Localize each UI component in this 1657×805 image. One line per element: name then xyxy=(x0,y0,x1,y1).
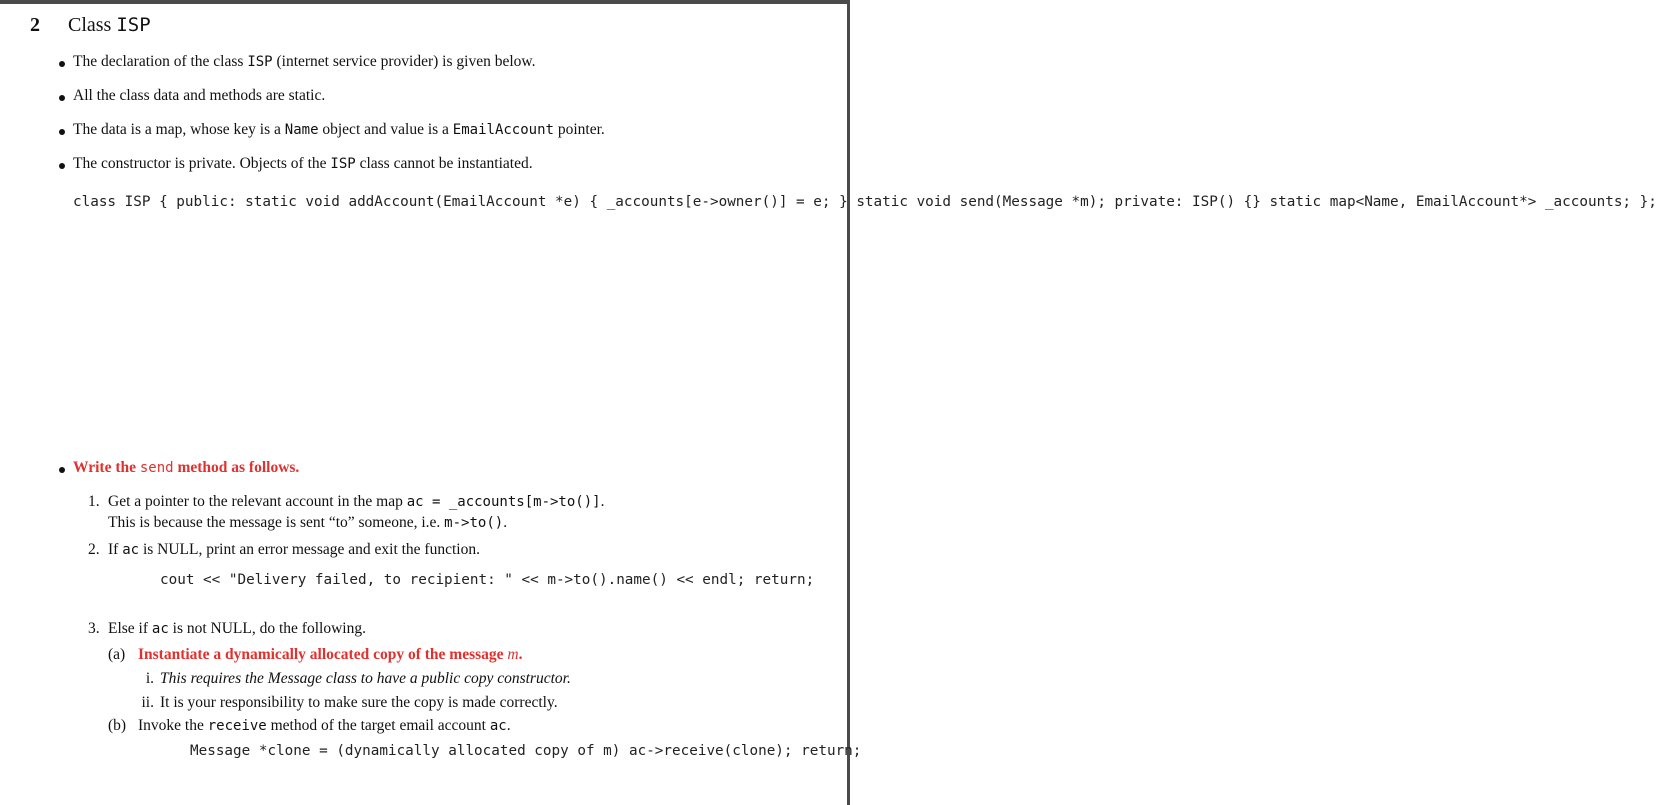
step-2-text: If ac is NULL, print an error message and exit the function. xyxy=(108,541,480,558)
step-1-text: Get a pointer to the relevant account in the map ac = _accounts[m->to()]. xyxy=(108,493,605,510)
code-line: } xyxy=(839,194,848,210)
class-declaration-code xyxy=(73,192,1657,213)
right-border xyxy=(847,0,850,805)
step-1-explanation: This is because the message is sent “to” someone, i.e. m->to(). xyxy=(108,514,508,531)
code-line: return; xyxy=(801,743,862,759)
subitem-label: ii. xyxy=(141,694,154,711)
code-line: class ISP { xyxy=(73,194,168,210)
bullet-item: The data is a map, whose key is a Name object and value is a EmailAccount pointer. xyxy=(73,121,605,138)
top-border xyxy=(0,0,850,4)
bullet-dot xyxy=(59,61,65,67)
substep-label: (b) xyxy=(108,717,127,734)
task-heading: Write the send method as follows. xyxy=(73,459,300,476)
code-line: return; xyxy=(753,572,815,588)
bullet-item: The declaration of the class ISP (internet service provider) is given below. xyxy=(73,53,536,70)
step-number: 3. xyxy=(88,620,100,637)
code-line: _accounts[e->owner()] = e; xyxy=(606,194,831,210)
section-title: Class ISP xyxy=(68,14,151,36)
subitem-ii-text: It is your responsibility to make sure the copy is made correctly. xyxy=(160,694,558,711)
substep-a-text: Instantiate a dynamically allocated copy of the message m. xyxy=(138,646,523,663)
code-line: Message *clone = (dynamically allocated copy of m) xyxy=(190,743,621,759)
substep-label: (a) xyxy=(108,646,126,663)
step-3-text: Else if ac is not NULL, do the following. xyxy=(108,620,366,637)
bullet-dot xyxy=(59,95,65,101)
substep-b-text: Invoke the receive method of the target email account ac. xyxy=(138,717,511,734)
code-line: public: xyxy=(176,194,237,210)
bullet-dot xyxy=(59,163,65,169)
code-line: private: xyxy=(1114,194,1184,210)
code-line: }; xyxy=(1639,194,1657,210)
code-line: ISP() {} xyxy=(1192,194,1261,210)
error-code xyxy=(160,570,814,591)
step-number: 1. xyxy=(88,493,100,510)
code-line: cout << "Delivery failed, to recipient: " << m->to().name() << endl; xyxy=(160,572,746,588)
subitem-label: i. xyxy=(145,670,154,687)
bullet-dot xyxy=(59,129,65,135)
code-line: ac->receive(clone); xyxy=(628,743,793,759)
section-number: 2 xyxy=(30,14,40,36)
code-line: static map<Name, EmailAccount*> _accounts; xyxy=(1269,194,1632,210)
bullet-item: The constructor is private. Objects of the ISP class cannot be instantiated. xyxy=(73,155,533,172)
code-line: static void addAccount(EmailAccount *e) { xyxy=(245,194,599,210)
step-number: 2. xyxy=(88,541,100,558)
bullet-dot xyxy=(59,467,65,473)
receive-code xyxy=(190,741,861,762)
code-line: static void send(Message *m); xyxy=(856,194,1106,210)
bullet-item: All the class data and methods are static. xyxy=(73,87,326,104)
subitem-i-text: This requires the Message class to have a public copy constructor. xyxy=(160,670,571,687)
